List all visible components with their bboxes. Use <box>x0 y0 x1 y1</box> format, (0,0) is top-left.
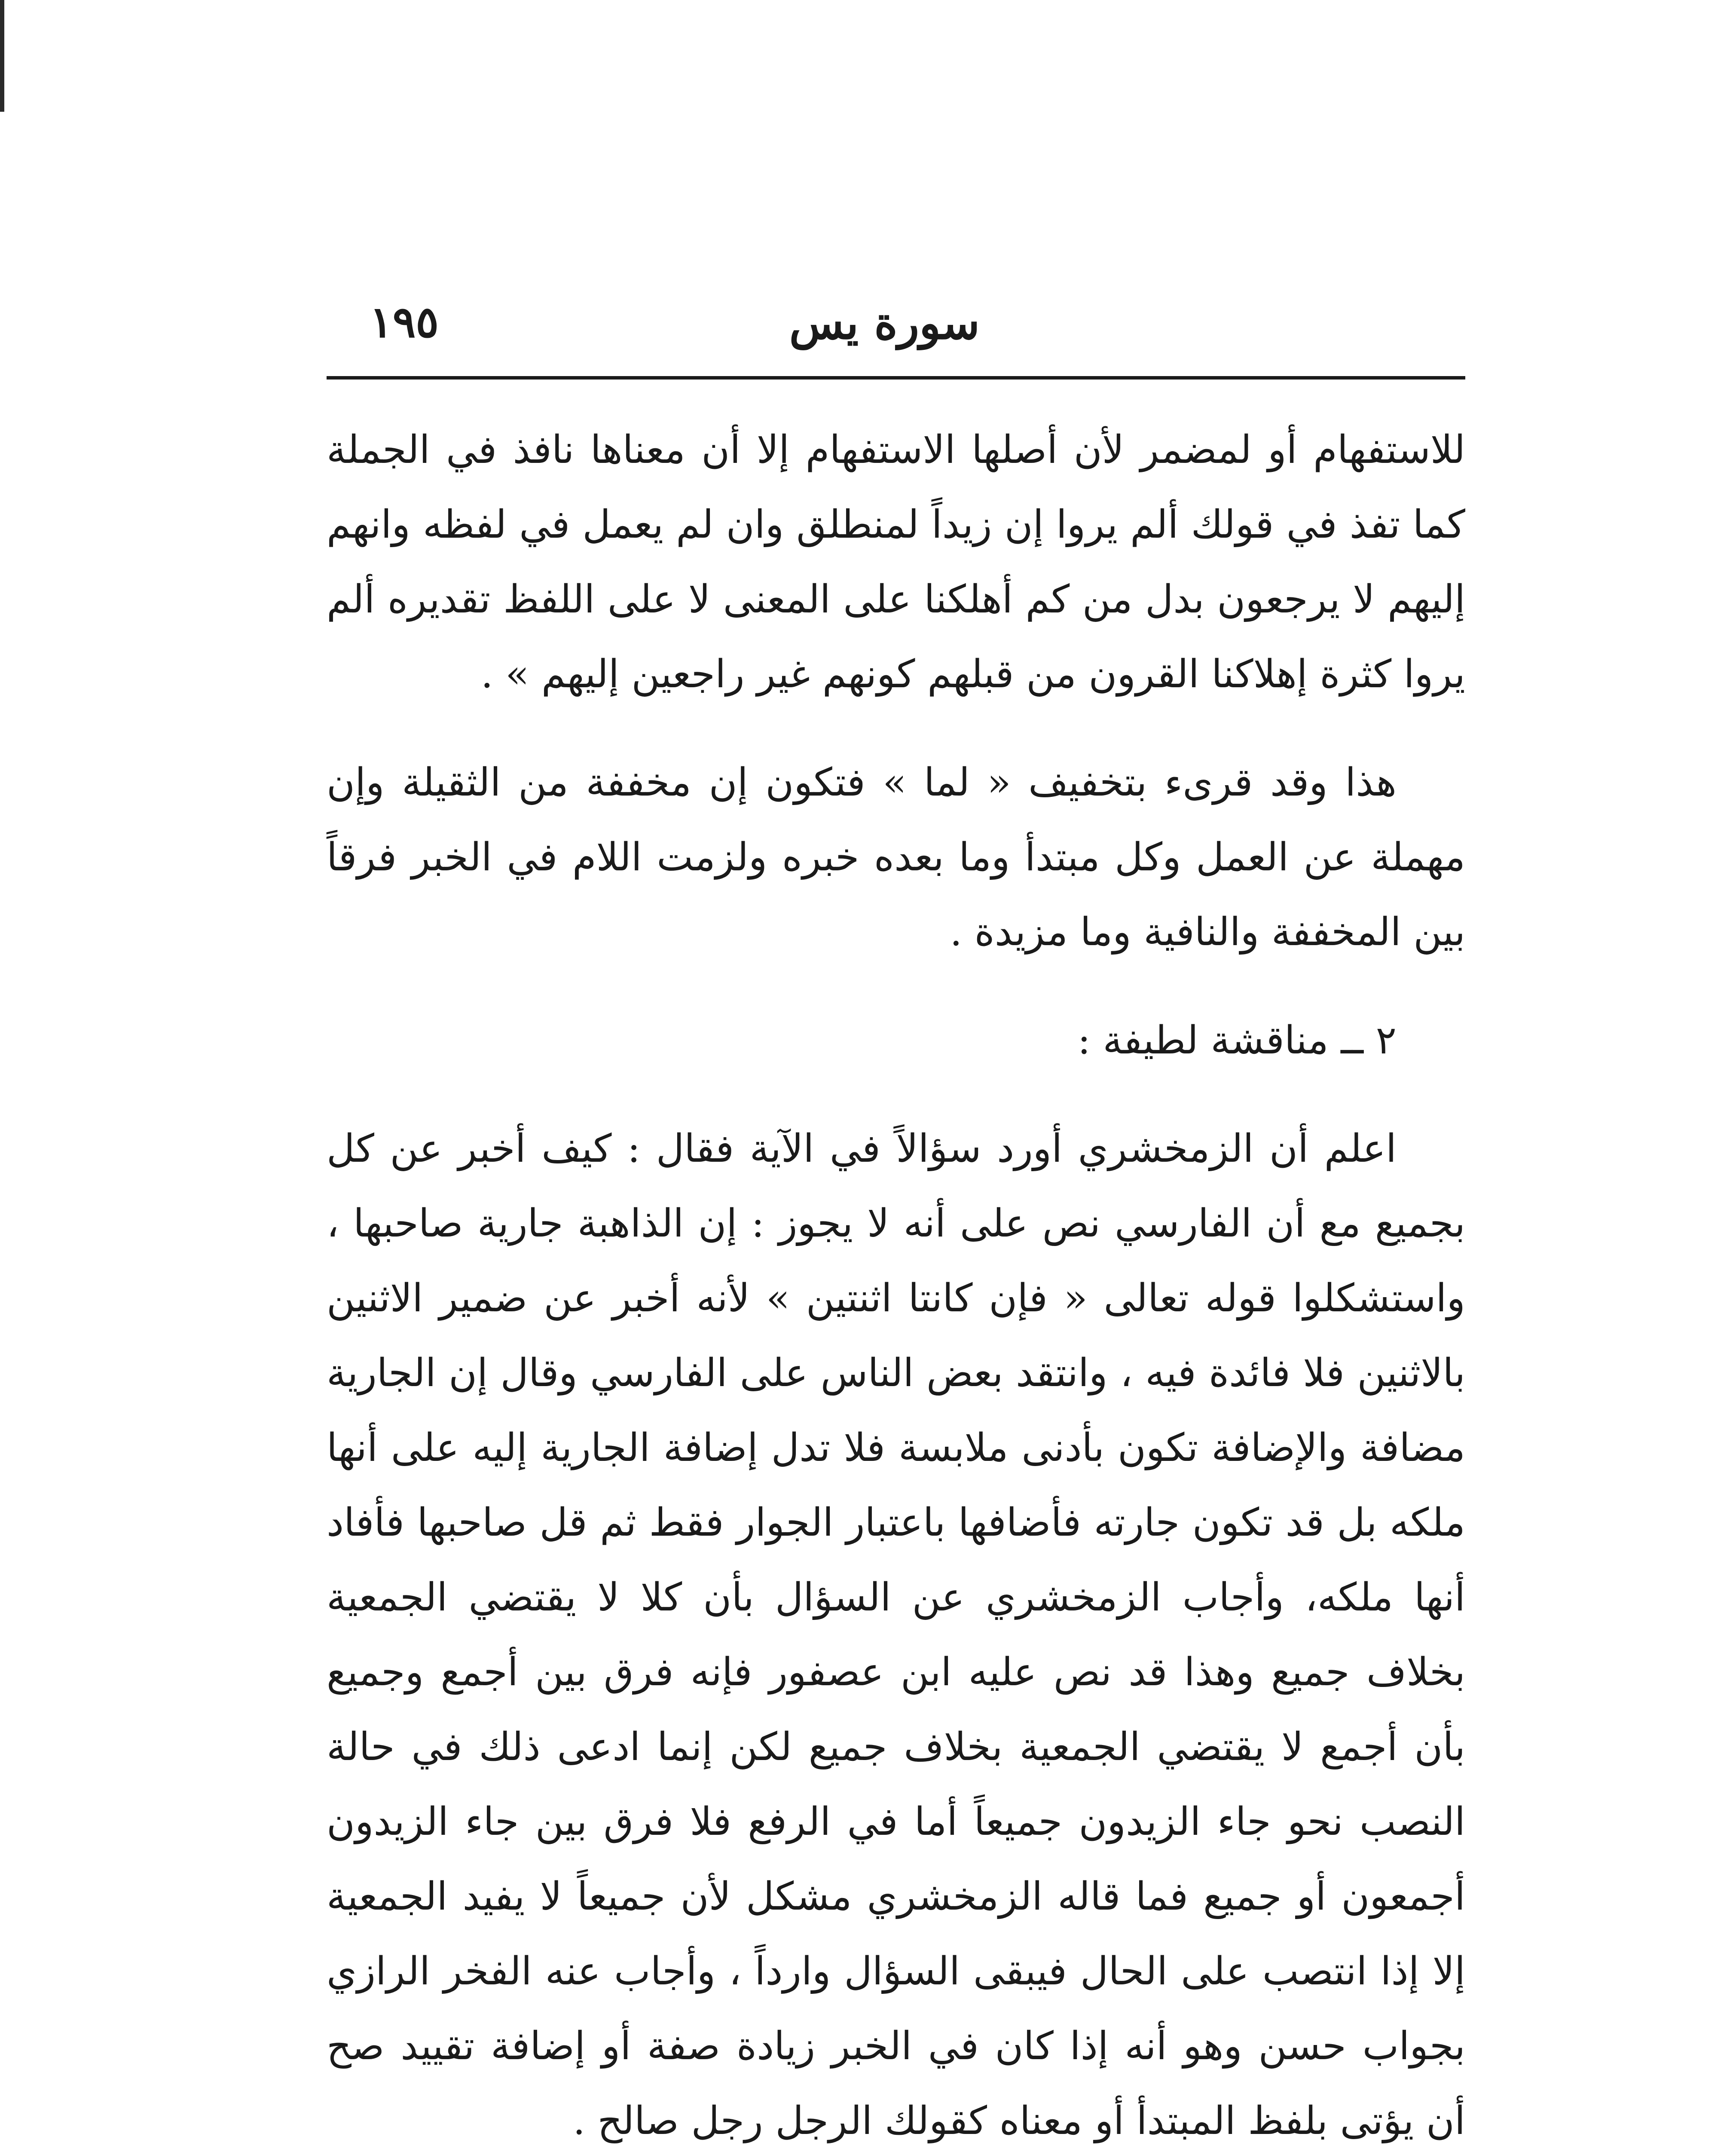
book-page <box>327 279 1465 2143</box>
paragraph-2: هذا وقد قرىء بتخفيف « لما » فتكون إن مخففة من الثقيلة وإن مهملة عن العمل وكل مبتدأ وما بعده خبره ولزمت اللام في الخبر فرقاً بين المخففة والنافية وما مزيدة . <box>327 760 1465 955</box>
surah-title: سورة يس <box>789 297 980 349</box>
paragraph-3: اعلم أن الزمخشري أورد سؤالاً في الآية فقال : كيف أخبر عن كل بجميع مع أن الفارسي نص على أنه لا يجوز : إن الذاهبة جارية صاحبها ، واستشكلوا قوله تعالى « فإن كانتا اثنتين » لأنه أخبر عن ضمير الاثنين بالاثنين فلا فائدة فيه ، وانتقد بعض الناس على الفارسي وقال إن الجارية مضافة والإضافة تكون بأدنى ملابسة فلا تدل إضافة الجارية إليه على أنها ملكه بل قد تكون جارته فأضافها باعتبار الجوار فقط ثم قل صاحبها فأفاد أنها ملكه، وأجاب الزمخشري عن السؤال بأن كلا لا يقتضي الجمعية بخلاف جميع وهذا قد نص عليه ابن عصفور فإنه فرق بين أجمع وجميع بأن أجمع لا يقتضي الجمعية بخلاف جميع لكن إنما ادعى ذلك في حالة النصب نحو جاء الزيدون جميعاً أما في الرفع فلا فرق بين جاء الزيدون أجمعون أو جميع فما قاله الزمخشري مشكل لأن جميعاً لا يفيد الجمعية إلا إذا انتصب على الحال فيبقى السؤال وارداً ، وأجاب عنه الفخر الرازي بجواب حسن وهو أنه إذا كان في الخبر زيادة صفة أو إضافة تقييد صح أن يؤتى بلفظ المبتدأ أو معناه كقولك الرجل رجل صالح . <box>327 1126 1465 2143</box>
page-header <box>327 279 1465 365</box>
page-body <box>327 413 1465 2149</box>
scan-edge-mark <box>0 0 4 112</box>
section-heading: ٢ ــ مناقشة لطيفة : <box>1077 1018 1397 1063</box>
page-number: ١٩٥ <box>370 297 439 347</box>
paragraph-1: للاستفهام أو لمضمر لأن أصلها الاستفهام إلا أن معناها نافذ في الجملة كما تفذ في قولك ألم يروا إن زيداً لمنطلق وان لم يعمل في لفظه وانهم إليهم لا يرجعون بدل من كم أهلكنا على المعنى لا على اللفظ تقديره ألم يروا كثرة إهلاكنا القرون من قبلهم كونهم غير راجعين إليهم » . <box>327 427 1465 697</box>
header-divider <box>327 376 1465 380</box>
